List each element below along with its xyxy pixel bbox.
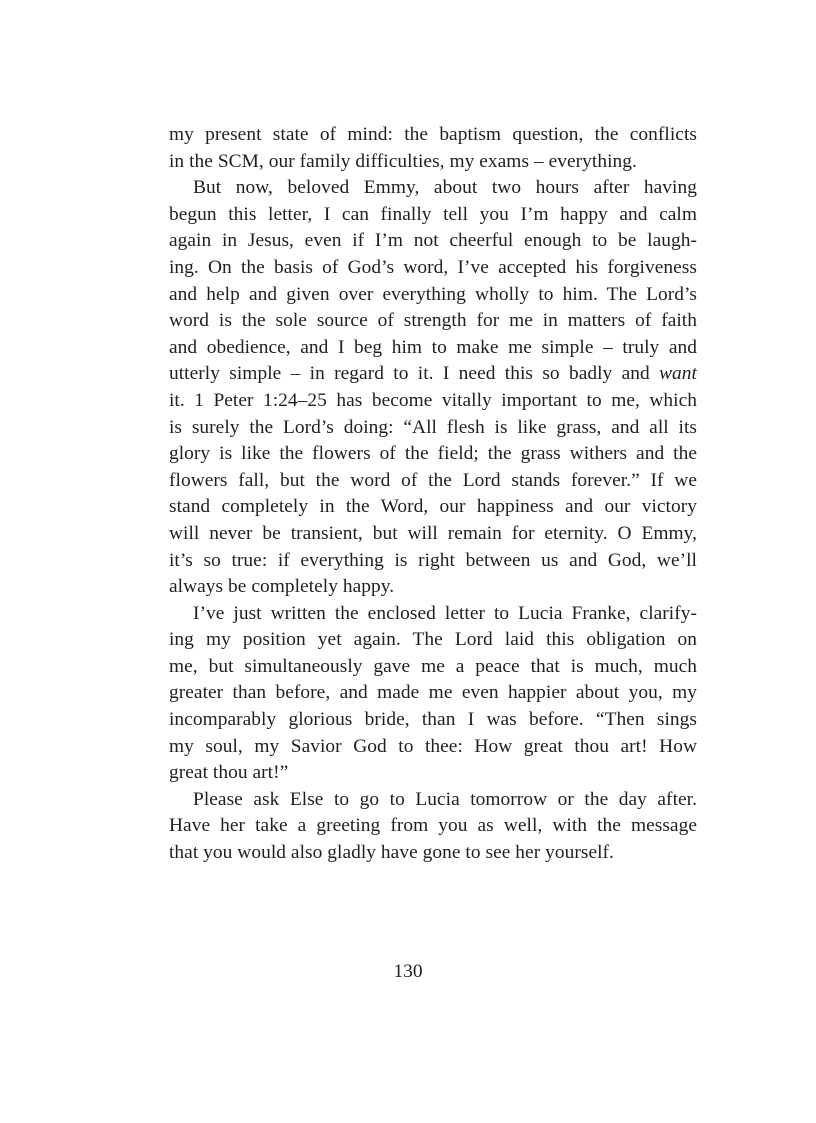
text-line: and obedience, and I beg him to make me simple – truly and — [169, 336, 697, 358]
text-line: Have her take a greeting from you as well, with the message — [169, 815, 697, 837]
text-line: glory is like the flowers of the field; the grass withers and the — [169, 443, 697, 465]
text-line: is surely the Lord’s doing: “All flesh is like grass, and all its — [169, 416, 697, 438]
text-line: greater than before, and made me even happier about you, my — [169, 682, 697, 704]
text-line: Please ask Else to go to Lucia tomorrow or the day after. — [193, 788, 697, 810]
text-line: always be completely happy. — [169, 576, 395, 598]
text-line: that you would also gladly have gone to see her yourself. — [169, 842, 614, 864]
text-line: flowers fall, but the word of the Lord stands forever.” If we — [169, 469, 697, 491]
paragraph-1 — [169, 122, 697, 175]
text-line: me, but simultaneously gave me a peace that is much, much — [169, 655, 697, 677]
page-number: 130 — [393, 961, 423, 982]
text-line: I’ve just written the enclosed letter to Lucia Franke, clarify- — [193, 602, 697, 624]
text-line: my soul, my Savior God to thee: How great thou art! How — [169, 735, 697, 757]
text-line: again in Jesus, even if I’m not cheerful enough to be laugh- — [169, 230, 697, 252]
text-line: my present state of mind: the baptism question, the conflicts — [169, 124, 697, 145]
paragraph-4 — [169, 787, 697, 867]
text-line: word is the sole source of strength for me in matters of faith — [169, 310, 697, 332]
text-line-with-emphasis — [169, 361, 697, 388]
text-line: and help and given over everything wholly to him. The Lord’s — [169, 283, 697, 305]
text-segment: utterly simple – in regard to it. I need this so badly and — [169, 363, 660, 385]
body-text — [169, 122, 697, 867]
text-line: it’s so true: if everything is right between us and God, we’ll — [169, 549, 697, 571]
text-line: stand completely in the Word, our happiness and our victory — [169, 496, 697, 518]
text-line: But now, beloved Emmy, about two hours after having — [193, 177, 697, 199]
text-line: in the SCM, our family difficulties, my exams – everything. — [169, 150, 637, 172]
text-line: ing. On the basis of God’s word, I’ve accepted his forgiveness — [169, 256, 697, 278]
text-line: ing my position yet again. The Lord laid this obligation on — [169, 629, 697, 651]
text-line: great thou art!” — [169, 762, 289, 784]
text-line: begun this letter, I can finally tell you I’m happy and calm — [169, 203, 697, 225]
paragraph-2 — [169, 175, 697, 601]
text-line: will never be transient, but will remain for eternity. O Emmy, — [169, 522, 697, 544]
emphasized-word: want — [659, 363, 697, 385]
text-line: incomparably glorious bride, than I was before. “Then sings — [169, 709, 697, 731]
paragraph-3 — [169, 601, 697, 787]
text-line: it. 1 Peter 1:24–25 has become vitally important to me, which — [169, 389, 697, 411]
